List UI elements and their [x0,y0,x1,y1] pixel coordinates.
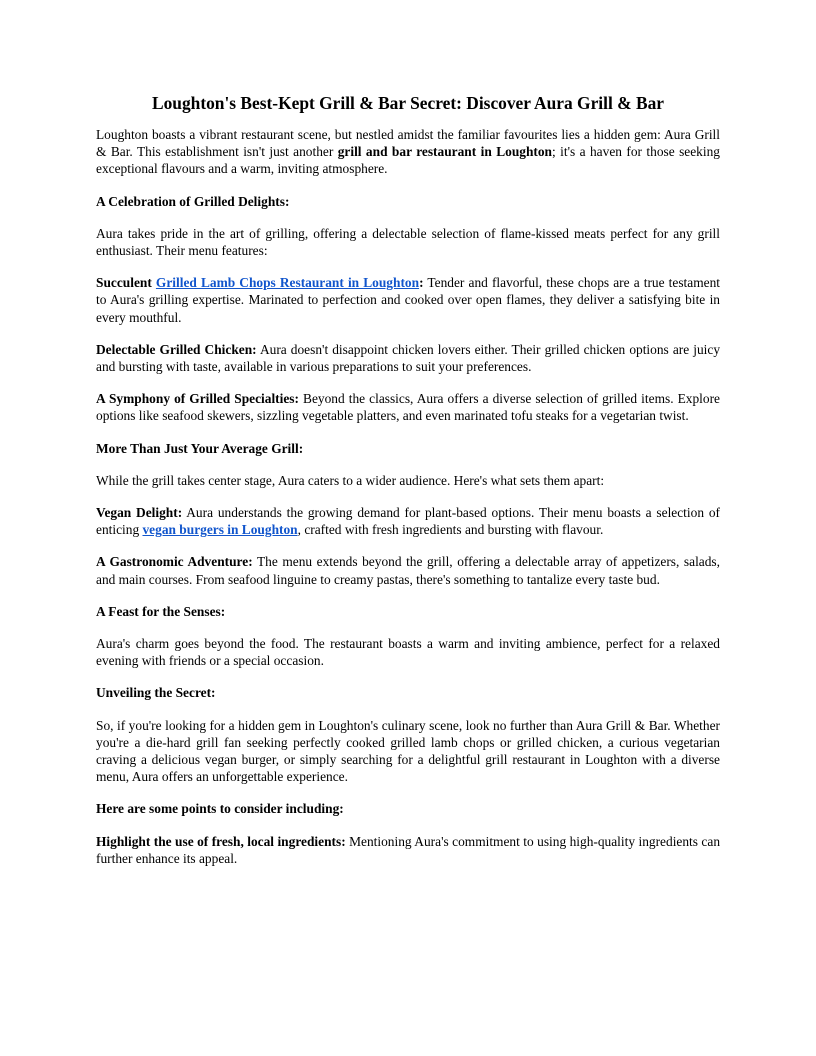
gastro-label: A Gastronomic Adventure: [96,554,253,570]
heading-more-text: More Than Just Your Average Grill: [96,440,304,456]
chicken-label: Delectable Grilled Chicken: [96,341,257,357]
lamb-paragraph [96,274,720,326]
highlight-paragraph [96,833,720,867]
heading-points-text: Here are some points to consider including: [96,801,344,817]
more-paragraph: While the grill takes center stage, Aura caters to a wider audience. Here's what sets them apart: [96,472,605,488]
specialties-label: A Symphony of Grilled Specialties: [96,391,299,407]
lamb-text: Tender and flavorful, these chops are a true testament to Aura's grilling expertise. Marinated to perfection and cooked over open flames, they deliver a satisfying bite in every mouthful. [96,275,720,325]
chicken-paragraph [96,341,720,375]
heading-points [96,800,720,817]
vegan-text-end: , crafted with fresh ingredients and bursting with flavour. [297,522,604,538]
intro-paragraph [96,126,720,178]
heading-secret [96,684,720,701]
gastro-text: The menu extends beyond the grill, offering a delectable array of appetizers, salads, and main courses. From seafood linguine to creamy pastas, there's something to tantalize every taste bud. [96,554,720,587]
intro-text-start: Loughton boasts a vibrant restaurant scene, but nestled amidst the familiar favourites lies a hidden gem: Aura Grill & Bar. This establishment isn't just another [96,127,720,160]
heading-more [96,440,720,457]
feast-paragraph: Aura's charm goes beyond the food. The restaurant boasts a warm and inviting ambience, perfect for a relaxed evening with friends or a special occasion. [96,636,720,669]
heading-feast-text: A Feast for the Senses: [96,603,226,619]
heading-feast [96,603,720,620]
chicken-text: Aura doesn't disappoint chicken lovers either. Their grilled chicken options are juicy and bursting with taste, available in various preparations to suit your preferences. [96,341,721,375]
lamb-chops-link[interactable]: Grilled Lamb Chops Restaurant in Loughton [155,275,420,291]
intro-text-end: ; it's a haven for those seeking exceptional flavours and a warm, inviting atmosphere. [96,144,720,177]
vegan-burgers-link[interactable]: vegan burgers in Loughton [142,522,298,538]
lamb-colon: : [419,275,424,291]
heading-secret-text: Unveiling the Secret: [96,685,216,701]
specialties-paragraph [96,390,720,424]
highlight-text: Mentioning Aura's commitment to using high-quality ingredients can further enhance its appeal. [96,833,721,866]
lamb-label: Succulent [96,275,156,291]
secret-paragraph: So, if you're looking for a hidden gem in Loughton's culinary scene, look no further than Aura Grill & Bar. Whether you're a die-hard grill fan seeking perfectly cooked grilled lamb chops or grilled chicken, a curious vegetarian craving a delicious vegan burger, or simply searching for a delightful grill restaurant in Loughton with a diverse menu, Aura offers an unforgettable experience. [96,717,720,785]
highlight-label: Highlight the use of fresh, local ingredients: [96,833,346,849]
heading-celebration [96,193,720,210]
vegan-text-start: Aura understands the growing demand for plant-based options. Their menu boasts a selection of enticing [96,505,720,538]
gastro-paragraph [96,553,720,587]
specialties-text: Beyond the classics, Aura offers a diverse selection of grilled items. Explore options like seafood skewers, sizzling vegetable platters, and even marinated tofu steaks for a vegetarian twist. [96,391,720,424]
document-page [96,92,720,882]
vegan-label: Vegan Delight: [96,505,183,521]
intro-bold-phrase: grill and bar restaurant in Loughton [337,144,553,160]
vegan-paragraph [96,504,720,538]
celebration-paragraph: Aura takes pride in the art of grilling, offering a delectable selection of flame-kissed meats perfect for any grill enthusiast. Their menu features: [96,225,720,259]
page-title: Loughton's Best-Kept Grill & Bar Secret: Discover Aura Grill & Bar [151,93,664,113]
heading-celebration-text: A Celebration of Grilled Delights: [96,193,290,209]
